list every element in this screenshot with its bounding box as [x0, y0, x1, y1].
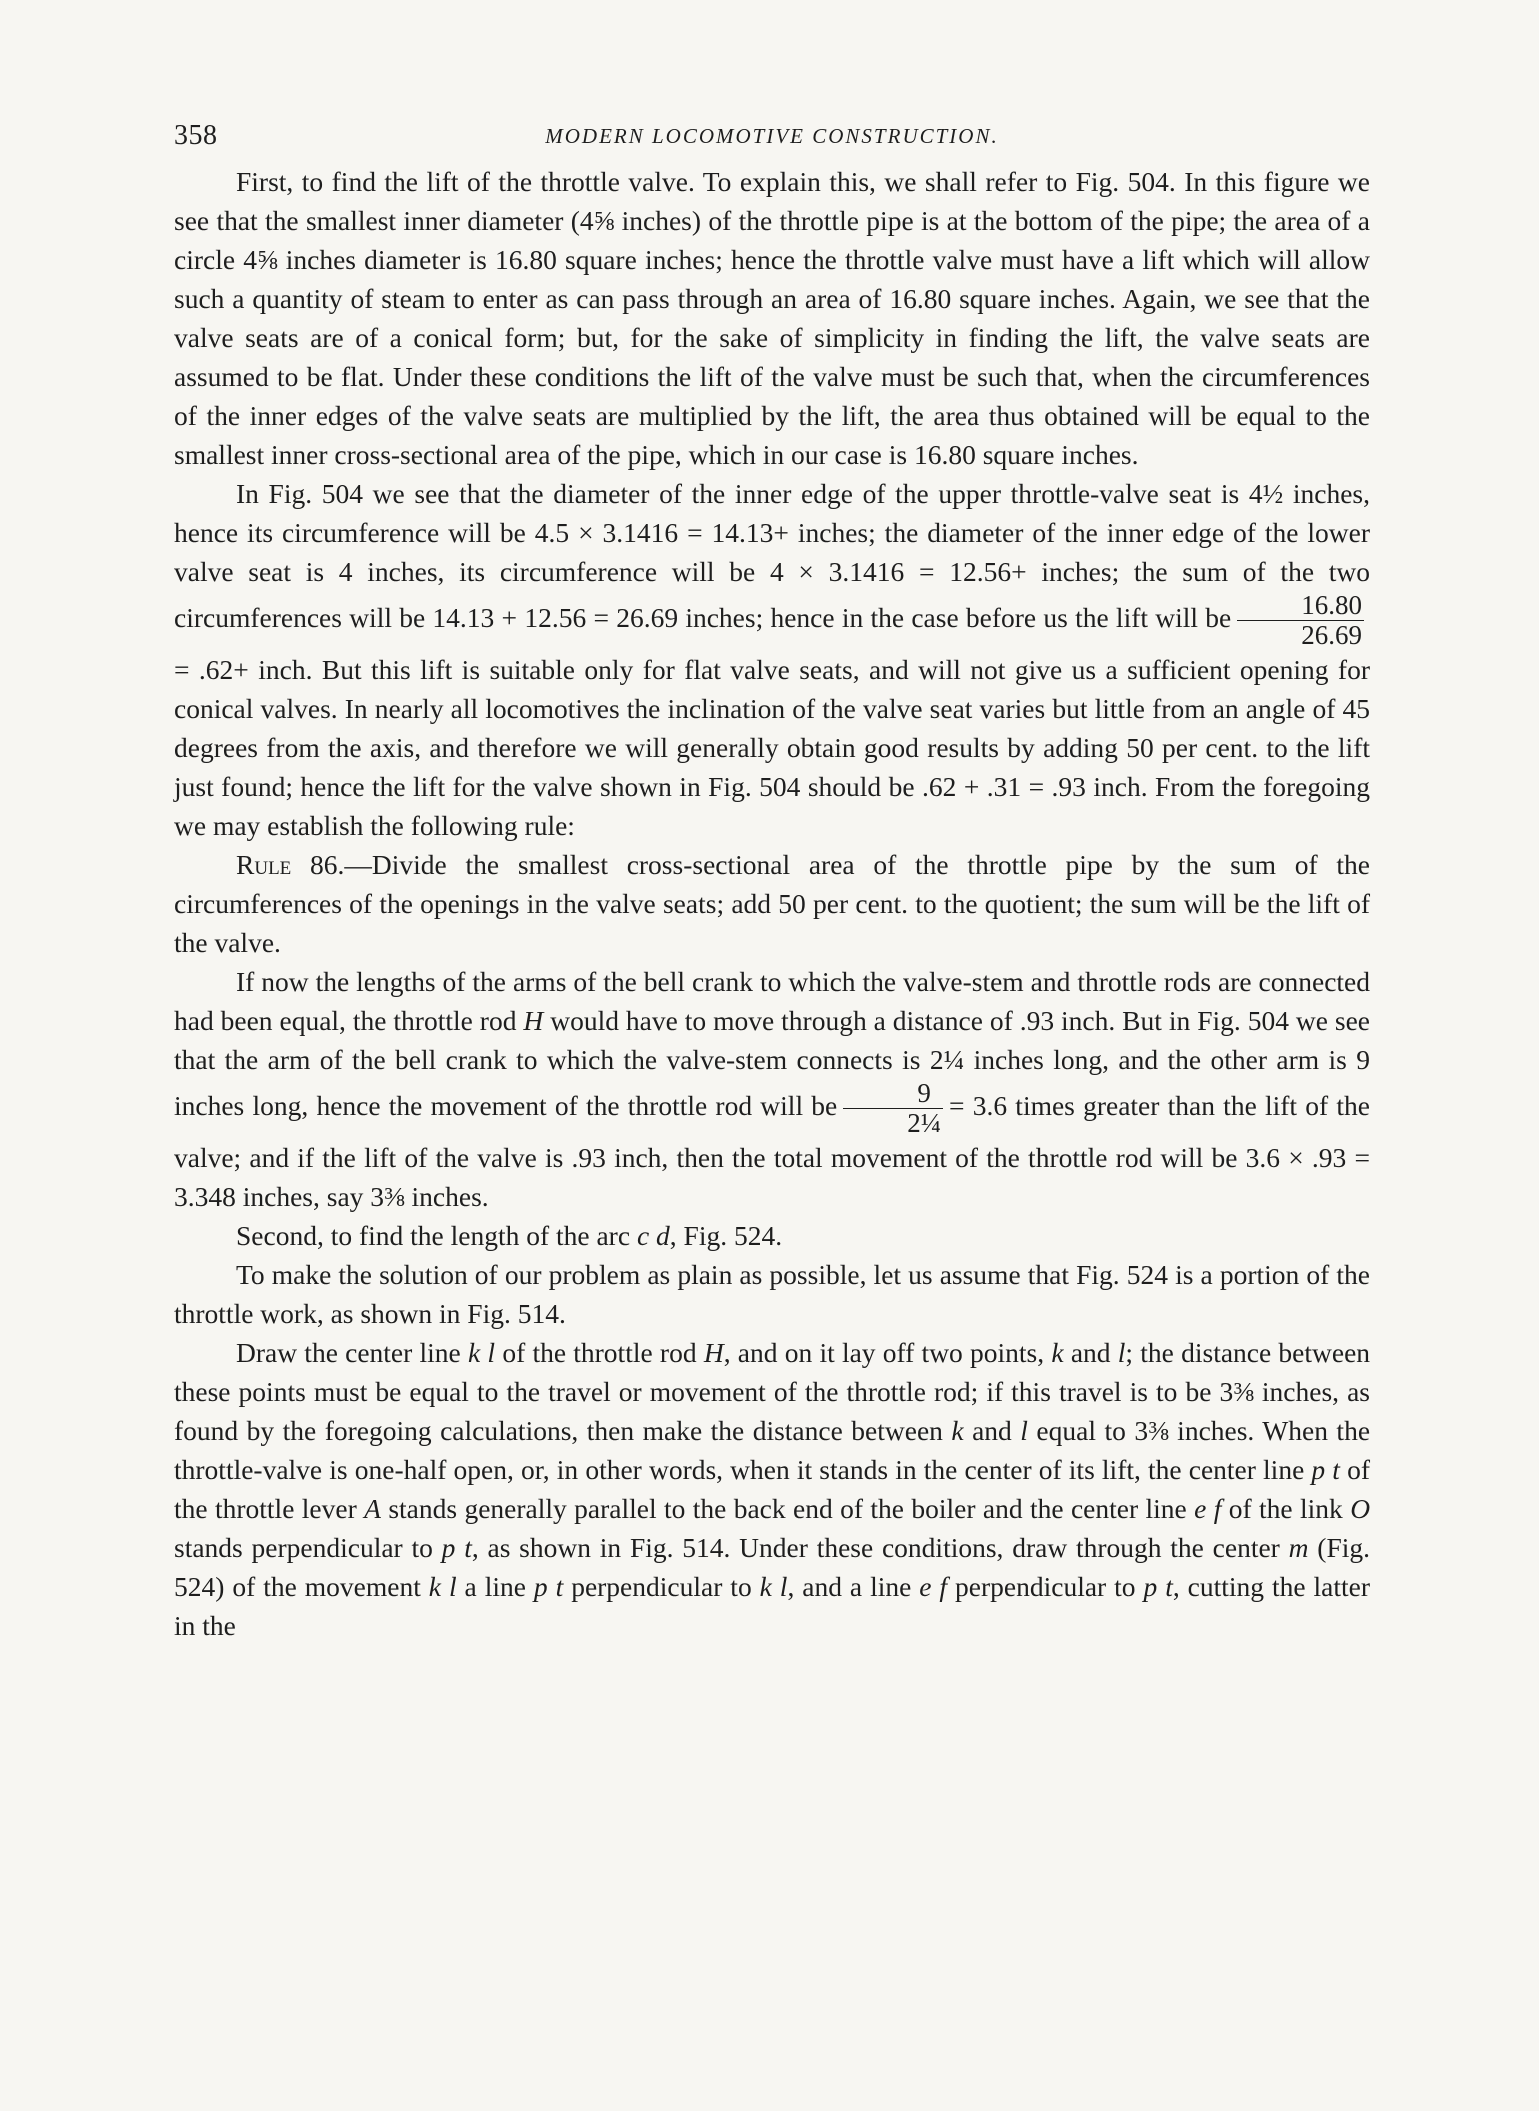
symbol-ef: e f: [919, 1571, 948, 1602]
text-run: stands generally parallel to the back end of the boiler and the center line: [388, 1493, 1187, 1524]
text-run: , cutting the latter in the: [174, 1571, 1371, 1641]
paragraph-throttle-lift: First, to find the lift of the throttle valve. To explain this, we shall refer to Fig. 504. In this figure we see that the smallest inner diameter (4⅝ inches) of the throttle pipe is at the bottom of the pipe; the area of a circle 4⅝ inches diameter is 16.80 square inches; hence the throttle valve must have a lift which will allow such a quantity of steam to enter as can pass through an area of 16.80 square inches. Again, we see that the valve seats are of a conical form; but, for the sake of simplicity in finding the lift, the valve seats are assumed to be flat. Under these conditions the lift of the valve must be such that, when the circumferences of the inner edges of the valve seats are multiplied by the lift, the area thus obtained will be equal to the smallest inner cross-sectional area of the pipe, which in our case is 16.80 square inches.: [174, 166, 1370, 470]
symbol-pt: p t: [533, 1571, 564, 1602]
symbol-kl: k l: [468, 1337, 496, 1368]
rule-text: 86.—Divide the smallest cross-sectional area of the throttle pipe by the sum of the circumferences of the openings in the valve seats; add 50 per cent. to the quotient; the sum will be the lift of the valve.: [174, 849, 1371, 958]
paragraph-circumference: [174, 474, 1370, 845]
page-body: [174, 162, 1370, 1645]
text-run: a line: [464, 1571, 526, 1602]
symbol-H: H: [523, 1005, 544, 1036]
symbol-H: H: [703, 1337, 724, 1368]
fraction-denominator: 2¼: [907, 1108, 941, 1138]
text-run: Second, to find the length of the arc: [236, 1220, 631, 1251]
symbol-k: k: [1051, 1337, 1064, 1368]
paragraph-arc-length: [174, 1216, 1370, 1255]
symbol-pt: p t: [1143, 1571, 1173, 1602]
rule-label: Rule: [236, 849, 292, 880]
text-run: , and on it lay off two points,: [723, 1337, 1045, 1368]
page-number: 358: [174, 120, 218, 151]
text-run: of the throttle lever: [174, 1454, 1371, 1524]
fraction-lift: [1237, 591, 1364, 650]
text-run: perpendicular to: [571, 1571, 752, 1602]
symbol-m: m: [1288, 1532, 1309, 1563]
text-run: and: [1070, 1337, 1111, 1368]
symbol-pt: p t: [1311, 1454, 1340, 1485]
text-run: perpendicular to: [955, 1571, 1136, 1602]
text-run: of the link: [1228, 1493, 1343, 1524]
text-run: (Fig. 524) of the movement: [174, 1532, 1370, 1602]
paragraph-center-line: [174, 1333, 1370, 1645]
text-run: , Fig. 524.: [669, 1220, 783, 1251]
page-header: [174, 112, 1370, 152]
text-run: of the throttle rod: [502, 1337, 697, 1368]
symbol-kl: k l: [428, 1571, 457, 1602]
text-run: = .62+ inch. But this lift is suitable only for flat valve seats, and will not give us a sufficient opening for conical valves. In nearly all locomotives the inclination of the valve seat varies but little from an angle of 45 degrees from the axis, and therefore we will generally obtain good results by adding 50 per cent. to the lift just found; hence the lift for the valve shown in Fig. 504 should be .62 + .31 = .93 inch. From the foregoing we may establish the following rule:: [174, 654, 1370, 841]
symbol-kl: k l: [759, 1571, 788, 1602]
paragraph-rule-86: [174, 845, 1370, 962]
symbol-pt: p t: [441, 1532, 472, 1563]
text-run: In Fig. 504 we see that the diameter of the inner edge of the upper throttle-valve seat is 4½ inches, hence its circumference will be 4.5 × 3.1416 = 14.13+ inches; the diameter of the inner edge of the lower valve seat is 4 inches, its circumference will be 4 × 3.1416 = 12.56+ inches; the sum of the two circumferences will be 14.13 + 12.56 = 26.69 inches; hence in the case before us the lift will be: [174, 478, 1370, 633]
symbol-l: l: [1117, 1337, 1126, 1368]
text-run: and: [972, 1415, 1012, 1446]
symbol-l: l: [1020, 1415, 1028, 1446]
text-run: , and a line: [787, 1571, 912, 1602]
running-title: MODERN LOCOMOTIVE CONSTRUCTION.: [545, 124, 999, 148]
paragraph-bell-crank: [174, 962, 1370, 1216]
fraction-numerator: 16.80: [1237, 591, 1364, 621]
fraction-denominator: 26.69: [1301, 620, 1362, 650]
book-page: [174, 112, 1370, 1645]
text-run: If now the lengths of the arms of the bell crank to which the valve-stem and throttle rods are connected had been equal, the throttle rod: [174, 966, 1370, 1036]
text-run: stands perpendicular to: [174, 1532, 433, 1563]
fraction-numerator: 9: [843, 1079, 943, 1109]
text-run: would have to move through a distance of .93 inch. But in Fig. 504 we see that the arm of the bell crank to which the valve-stem connects is 2¼ inches long, and the other arm is 9 inches long, hence the movement of the throttle rod will be: [174, 1005, 1371, 1121]
fraction-movement: [843, 1079, 943, 1138]
text-run: equal to 3⅜ inches. When the throttle-valve is one-half open, or, in other words, when it stands in the center of its lift, the center line: [174, 1415, 1371, 1485]
symbol-ef: e f: [1194, 1493, 1222, 1524]
text-run: Draw the center line: [236, 1337, 461, 1368]
text-run: ; the distance between these points must be equal to the travel or movement of the throttle rod; if this travel is to be 3⅜ inches, as found by the foregoing calculations, then make the distance between: [174, 1337, 1371, 1446]
text-run: , as shown in Fig. 514. Under these conditions, draw through the center: [471, 1532, 1280, 1563]
symbol-A: A: [364, 1493, 381, 1524]
paragraph-assume-figure: To make the solution of our problem as plain as possible, let us assume that Fig. 524 is a portion of the throttle work, as shown in Fig. 514.: [174, 1259, 1370, 1329]
symbol-O: O: [1350, 1493, 1371, 1524]
symbol-k: k: [951, 1415, 964, 1446]
text-run: = 3.6 times greater than the lift of the valve; and if the lift of the valve is .93 inch, then the total movement of the throttle rod will be 3.6 × .93 = 3.348 inches, say 3⅜ inches.: [174, 1089, 1370, 1212]
symbol-cd: c d: [636, 1220, 670, 1251]
